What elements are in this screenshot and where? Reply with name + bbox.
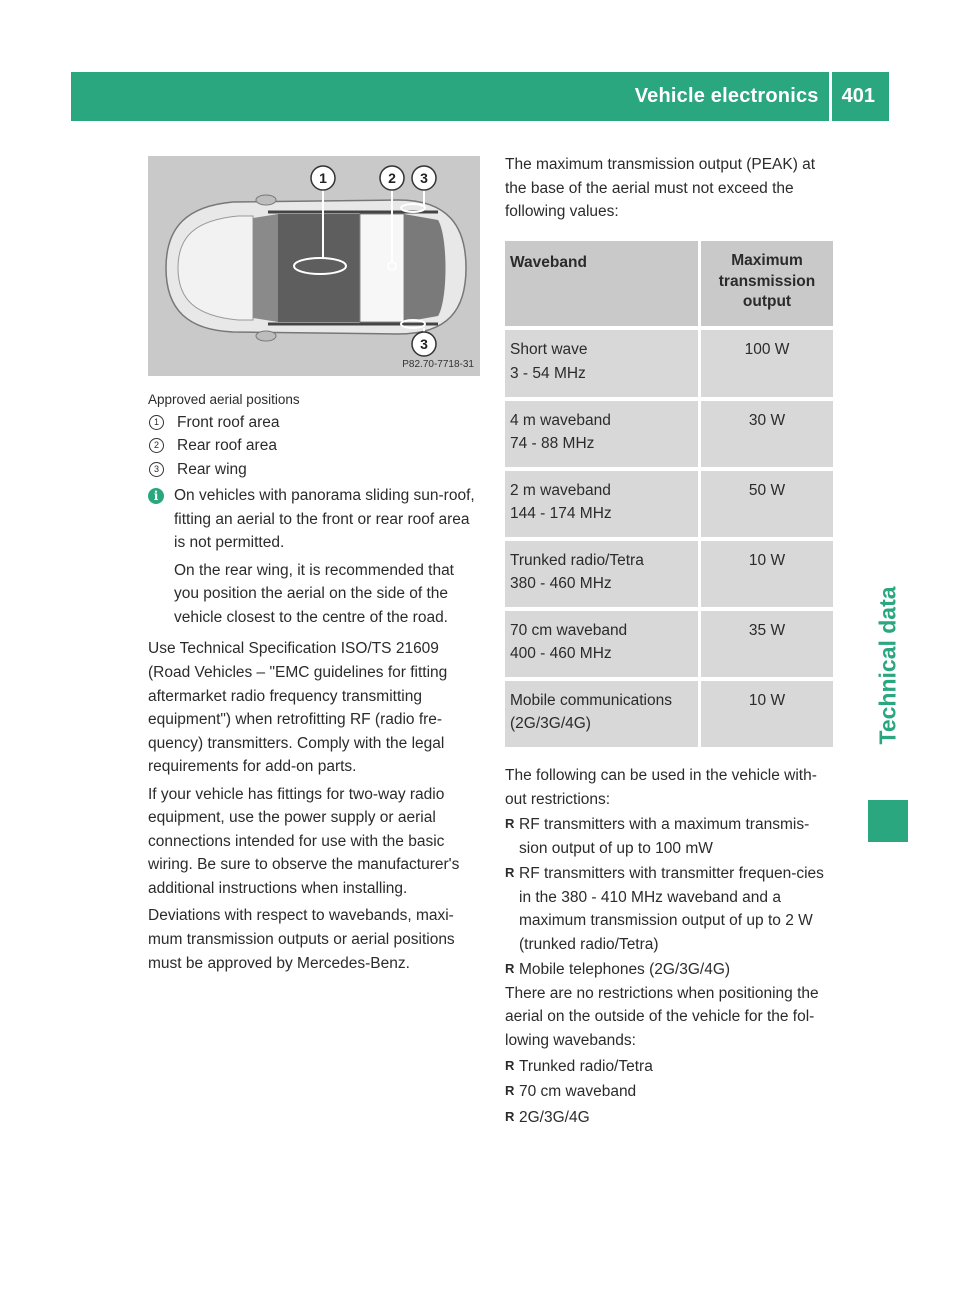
body-paragraph: If your vehicle has fittings for two-way radio equipment, use the power supply or aerial connections intended for use with the basic wiring. Be sure to observe the manufacturer's additional instructions when installing. — [148, 785, 460, 897]
frequency-range: 3 - 54 MHz — [510, 364, 586, 382]
legend-number: 2 — [149, 438, 164, 453]
legend-number: 1 — [149, 415, 164, 430]
output-value: 30 W — [701, 401, 833, 467]
table-row — [505, 330, 833, 396]
bullet-marker: R — [505, 1108, 515, 1124]
bullet-marker: R — [505, 865, 515, 881]
legend-label: Rear roof area — [177, 437, 277, 455]
chapter-tab-marker — [868, 800, 908, 842]
legend-label: Front roof area — [177, 413, 280, 431]
legend-item — [148, 434, 483, 458]
page-number: 401 — [841, 85, 875, 108]
waveband-name: Mobile communications — [510, 691, 672, 709]
list-item-text: Trunked radio/Tetra — [519, 1057, 653, 1075]
chapter-tab-label: Technical data — [874, 585, 901, 745]
list-item-text: RF transmitters with a maximum transmis-sion output of up to 100 mW — [519, 816, 810, 857]
legend-number: 3 — [149, 462, 164, 477]
list-item-text: RF transmitters with transmitter frequen-cies in the 380 - 410 MHz waveband and a maximum transmission output of up to 2 W (trunked radio/Tetra) — [519, 865, 824, 953]
bullet-marker: R — [505, 1083, 515, 1099]
right-column — [505, 153, 833, 1129]
output-value: 50 W — [701, 471, 833, 537]
figure-reference-code: P82.70-7718-31 — [402, 358, 474, 370]
waveband-name: Short wave — [510, 341, 588, 359]
legend-label: Rear wing — [177, 460, 247, 478]
list-item — [505, 862, 833, 956]
transmission-output-table — [505, 241, 833, 747]
frequency-range: (2G/3G/4G) — [510, 715, 591, 733]
list-item-text: 2G/3G/4G — [519, 1108, 590, 1126]
section-title: Vehicle electronics — [634, 85, 819, 108]
output-value: 10 W — [701, 541, 833, 607]
output-value: 35 W — [701, 611, 833, 677]
intro-paragraph: The maximum transmission output (PEAK) at the base of the aerial must not exceed the following values: — [505, 156, 816, 221]
body-paragraph: There are no restrictions when positioning the aerial on the outside of the vehicle for the fol-lowing wavebands: — [505, 984, 819, 1049]
vehicle-aerial-diagram — [148, 156, 480, 376]
bullet-marker: R — [505, 816, 515, 832]
legend-item — [148, 411, 483, 435]
page-header — [71, 72, 889, 121]
list-item — [505, 1080, 833, 1104]
left-column — [148, 386, 483, 975]
table-row — [505, 401, 833, 467]
callout-1-label: 1 — [319, 170, 327, 186]
list-item-text: 70 cm waveband — [519, 1083, 637, 1101]
frequency-range: 144 - 174 MHz — [510, 505, 612, 523]
table-row — [505, 471, 833, 537]
bullet-marker: R — [505, 961, 515, 977]
chapter-tab — [868, 555, 908, 775]
table-header-row — [505, 241, 833, 327]
output-value: 10 W — [701, 681, 833, 747]
waveband-name: 70 cm waveband — [510, 621, 628, 639]
car-top-view-illustration — [148, 156, 480, 376]
frequency-range: 380 - 460 MHz — [510, 575, 612, 593]
info-paragraph: On the rear wing, it is recommended that you position the aerial on the side of the vehicle closest to the centre of the road. — [174, 561, 454, 626]
output-value: 100 W — [701, 330, 833, 396]
waveband-name: Trunked radio/Tetra — [510, 551, 644, 569]
list-item — [505, 813, 833, 860]
table-row — [505, 611, 833, 677]
list-item-text: Mobile telephones (2G/3G/4G) — [519, 961, 731, 979]
body-paragraph: Deviations with respect to wavebands, maxi-mum transmission outputs or aerial positions must be approved by Mercedes-Benz. — [148, 907, 455, 972]
table-row — [505, 681, 833, 747]
callout-3-bottom-label: 3 — [420, 336, 428, 352]
info-paragraph: On vehicles with panorama sliding sun-roof, fitting an aerial to the front or rear roof area is not permitted. — [174, 487, 475, 552]
figure-caption: Approved aerial positions — [148, 392, 300, 407]
frequency-range: 400 - 460 MHz — [510, 645, 612, 663]
frequency-range: 74 - 88 MHz — [510, 435, 595, 453]
list-item — [505, 958, 833, 982]
body-paragraph: Use Technical Specification ISO/TS 21609 (Road Vehicles – "EMC guidelines for fitting aftermarket radio frequency transmitting equipment") when retrofitting RF (radio fre-quency) transmitters. Comply with the legal requirements for add-on parts. — [148, 640, 448, 776]
table-header-waveband: Waveband — [505, 241, 698, 327]
info-icon: i — [148, 488, 164, 504]
callout-3-top-label: 3 — [420, 170, 428, 186]
info-note — [148, 484, 483, 633]
bullet-marker: R — [505, 1057, 515, 1073]
legend-item — [148, 458, 483, 482]
waveband-name: 2 m waveband — [510, 481, 611, 499]
callout-2-label: 2 — [388, 170, 396, 186]
table-header-output: Maximum transmission output — [701, 241, 833, 327]
list-item — [505, 1106, 833, 1130]
body-paragraph: The following can be used in the vehicle with-out restrictions: — [505, 766, 817, 808]
list-item — [505, 1055, 833, 1079]
table-row — [505, 541, 833, 607]
waveband-name: 4 m waveband — [510, 411, 611, 429]
